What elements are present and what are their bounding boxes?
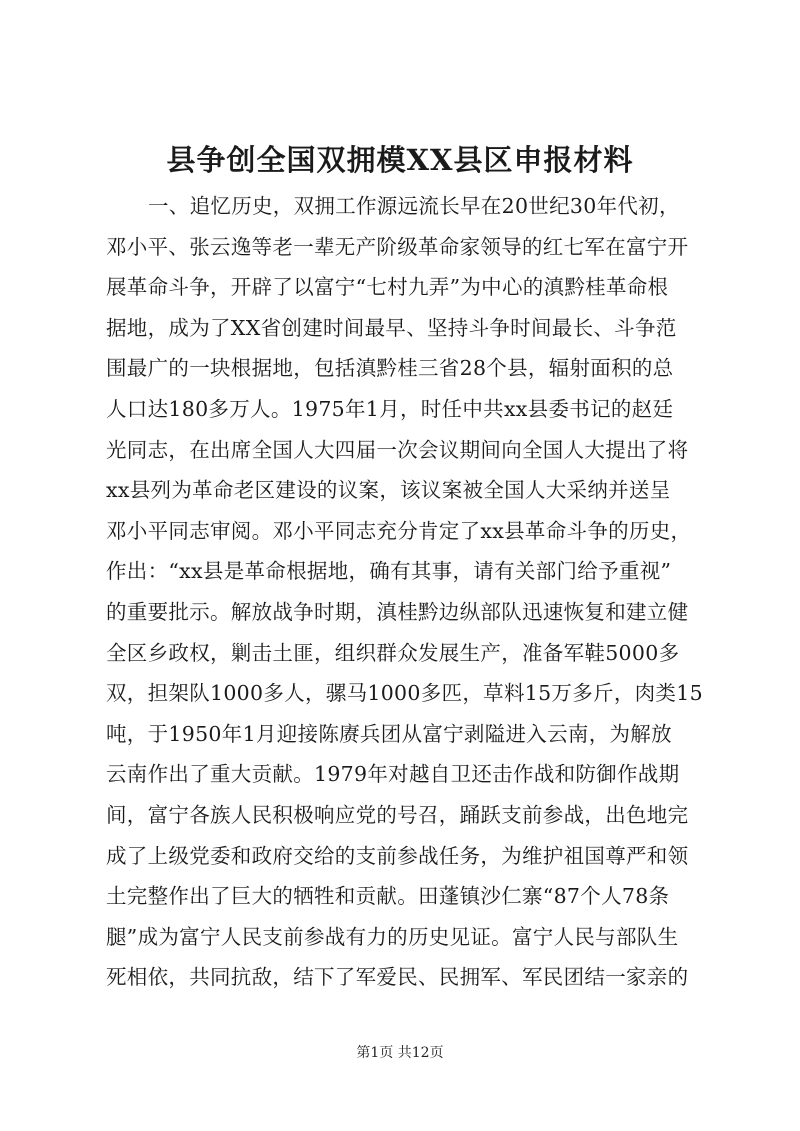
paragraph-line: 光同志，在出席全国人大四届一次会议期间向全国人大提出了将 [106,437,689,462]
paragraph-line: 展革命斗争，开辟了以富宁“七村九弄”为中心的滇黔桂革命根 [106,275,669,300]
paragraph-line: 作出：“xx县是革命根据地，确有其事，请有关部门给予重视” [106,559,672,584]
paragraph-line: 双，担架队1000多人，骡马1000多匹，草料15万多斤，肉类15 [106,681,703,706]
paragraph-line: 死相依，共同抗敌，结下了军爱民、民拥军、军民团结一家亲的 [106,965,689,990]
paragraph-line: 人口达180多万人。1975年1月，时任中共xx县委书记的赵廷 [106,396,674,421]
document-title: 县争创全国双拥模XX县区申报材料 [166,143,634,177]
paragraph-line: 的重要批示。解放战争时期，滇桂黔边纵部队迅速恢复和建立健 [106,599,689,624]
document-body [106,186,706,998]
paragraph-line: 间，富宁各族人民积极响应党的号召，踊跃支前参战，出色地完 [106,802,689,827]
paragraph-line: xx县列为革命老区建设的议案，该议案被全国人大采纳并送呈 [106,478,671,503]
paragraph-line: 成了上级党委和政府交给的支前参战任务，为维护祖国尊严和领 [106,843,689,868]
paragraph-line: 腿”成为富宁人民支前参战有力的历史见证。富宁人民与部队生 [106,924,679,949]
paragraph-line: 土完整作出了巨大的牺牲和贡献。田蓬镇沙仁寨“87个人78条 [106,884,670,909]
paragraph-line: 邓小平同志审阅。邓小平同志充分肯定了xx县革命斗争的历史， [106,518,692,543]
paragraph-line: 全区乡政权，剿击土匪，组织群众发展生产，准备军鞋5000多 [106,640,680,665]
page-number-footer: 第1页 共12页 [356,1045,444,1061]
paragraph-line: 围最广的一块根据地，包括滇黔桂三省28个县，辐射面积的总 [106,356,674,381]
paragraph-line: 云南作出了重大贡献。1979年对越自卫还击作战和防御作战期 [106,762,680,787]
paragraph-line: 一、追忆历史，双拥工作源远流长早在20世纪30年代初， [148,194,680,218]
paragraph-line: 据地，成为了XX省创建时间最早、坚持斗争时间最长、斗争范 [106,315,677,340]
paragraph-line: 邓小平、张云逸等老一辈无产阶级革命家领导的红七军在富宁开 [106,234,689,259]
paragraph-line: 吨，于1950年1月迎接陈赓兵团从富宁剥隘进入云南，为解放 [106,721,672,746]
